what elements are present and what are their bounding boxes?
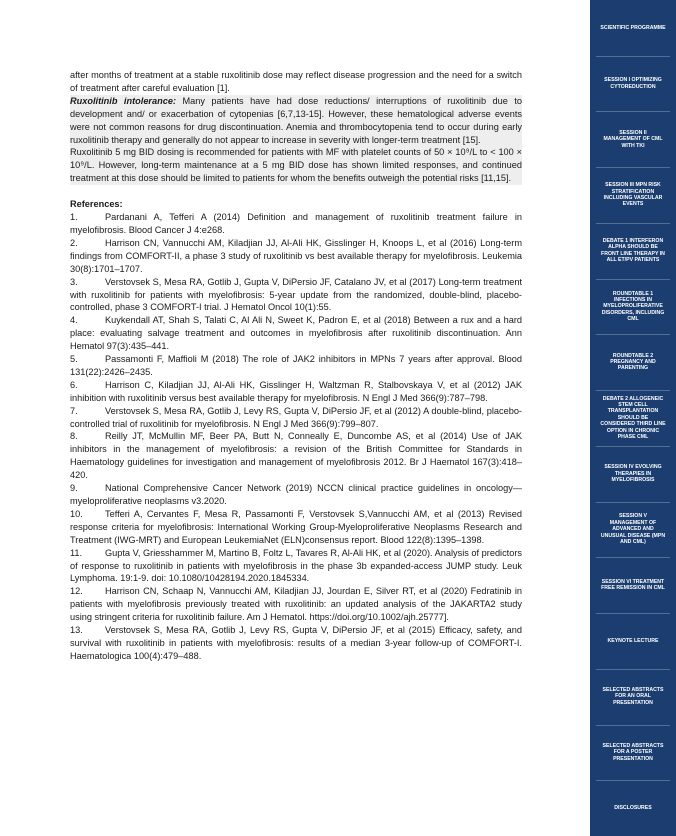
reference-item (70, 211, 522, 237)
intolerance-text: Many patients have had dose reductions/ interruptions of ruxolitinib due to development and/ or exacerbation of cytopenias [6,7,13-15]. However, these hematological adverse events were not common reasons for drug discontinuation. Anemia and thrombocytopenia tend to occur during early ruxolitinib therapy and generally do not appear to increase in severity with longer-term treatment [15]. (70, 95, 522, 145)
sidebar-nav-label: DEBATE 1 INTERFERON ALPHA SHOULD BE FRONT LINE THERAPY IN ALL ET/PV PATIENTS (601, 237, 665, 264)
reference-number: 10. (70, 508, 83, 519)
sidebar-nav-label: ROUNDTABLE 2 PREGNANCY AND PARENTING (610, 352, 656, 372)
reference-number: 13. (70, 625, 83, 636)
reference-text: Gupta V, Griesshammer M, Martino B, Foltz L, Tavares R, Al-Ali HK, et al (2020). Analysis of predictors of response to ruxolitinib in patients with myelofibrosis in the phase 3b expanded-access JUMP study. Leuk Lymphoma. 19:1-9. doi: 10.1080/10428194.2020.1845334. (70, 547, 522, 584)
paragraph-progression: after months of treatment at a stable ruxolitinib dose may reflect disease progression and the need for a switch of treatment after careful evaluation [1]. (70, 70, 522, 93)
sidebar-nav-item[interactable] (590, 167, 676, 223)
sidebar-divider (596, 167, 670, 168)
sidebar-nav-label: SESSION II MANAGEMENT OF CML WITH TKI (603, 129, 663, 149)
sidebar-nav-item[interactable] (590, 613, 676, 669)
reference-item (70, 547, 522, 586)
sidebar-nav-label: SESSION V MANAGEMENT OF ADVANCED AND UNUSUAL DISEASE (MPN AND CML) (600, 513, 666, 546)
reference-number: 9. (70, 483, 78, 494)
reference-item (70, 482, 522, 508)
sidebar-nav-label: SELECTED ABSTRACTS FOR A POSTER PRESENTATION (602, 742, 664, 762)
reference-text: Pardanani A, Tefferi A (2014) Definition and management of ruxolitinib treatment failure in myelofibrosis. Blood Cancer J 4:e268. (70, 212, 522, 235)
reference-text: Verstovsek S, Mesa RA, Gotlib J, Levy RS, Gupta V, DiPersio JF, et al (2012) A double-blind, placebo- controlled trial of ruxolitinib for myelofibrosis. N Engl J Med 366(9):799–807. (70, 405, 522, 429)
reference-number: 8. (70, 431, 78, 442)
reference-item (70, 314, 522, 353)
sidebar-nav-item[interactable] (590, 334, 676, 390)
sidebar-nav-item[interactable] (590, 725, 676, 781)
sidebar-nav-item[interactable] (590, 0, 676, 56)
sidebar-nav-item[interactable] (590, 111, 676, 167)
reference-text: Verstovsek S, Mesa RA, Gotlib J, Gupta V, DiPersio JF, Catalano JV, et al (2017) Long-term treatment with ruxolitinib for patients with myelofibrosis: 5-year update from the randomized, double-blind, placebo-controlled, phase 3 COMFORT-I trial. J Hematol Oncol 10(1):55. (70, 276, 522, 313)
reference-text: Harrison C, Kiladjian JJ, Al-Ali HK, Gisslinger H, Waltzman R, Stalbovskaya V, et al (2012) JAK inhibition with ruxolitinib versus best available therapy for myelofibrosis. N Engl J Med 366(9):787–798. (70, 379, 522, 403)
sidebar-divider (596, 334, 670, 335)
sidebar-divider (596, 502, 670, 503)
reference-number: 5. (70, 354, 78, 365)
sidebar-divider (596, 557, 670, 558)
sidebar-nav-label: SCIENTIFIC PROGRAMME (600, 24, 666, 31)
sidebar-divider (596, 446, 670, 447)
sidebar-nav-item[interactable] (590, 56, 676, 112)
sidebar-divider (596, 725, 670, 726)
reference-number: 1. (70, 212, 78, 223)
sidebar-divider (596, 390, 670, 391)
reference-item (70, 624, 522, 663)
reference-item (70, 430, 522, 482)
reference-item (70, 379, 522, 405)
reference-item (70, 237, 522, 276)
paragraph-dosing: Ruxolitinib 5 mg BID dosing is recommended for patients with MF with platelet counts of 50 × 10⁹/L to < 100 × 10⁹/L. However, long-term maintenance at a 5 mg BID dose has shown limited responses, and continued treatment at this dose should be limited to patients for whom the benefits outweigh the potential risks [11,15]. (70, 147, 522, 184)
reference-item (70, 585, 522, 624)
reference-number: 2. (70, 237, 78, 248)
section-sidebar (590, 0, 676, 836)
reference-item (70, 353, 522, 379)
references-heading: References: (70, 199, 123, 210)
sidebar-nav-item[interactable] (590, 223, 676, 279)
reference-text: Passamonti F, Maffioli M (2018) The role of JAK2 inhibitors in MPNs 7 years after approval. Blood 131(22):2426–2435. (70, 354, 522, 377)
sidebar-nav-item[interactable] (590, 390, 676, 446)
sidebar-nav-label: DEBATE 2 ALLOGENEIC STEM CELL TRANSPLANTATION SHOULD BE CONSIDERED THIRD LINE OPTION IN CHRONIC PHASE CML (600, 395, 666, 440)
sidebar-nav-item[interactable] (590, 446, 676, 502)
reference-text: Harrison CN, Schaap N, Vannucchi AM, Kiladjian JJ, Jourdan E, Silver RT, et al (2020) Fedratinib in patients with myelofibrosis previously treated with ruxolitinib: an updated analysis of the JAKARTA2 study using stringent criteria for ruxolitinib failure. Am J Hematol. https://doi.org/10.1002/ajh.25777]. (70, 586, 522, 623)
paragraph-intolerance (70, 95, 522, 147)
sidebar-divider (596, 780, 670, 781)
sidebar-nav-label: SESSION VI TREATMENT FREE REMISSION IN CML (601, 578, 665, 592)
reference-text: National Comprehensive Cancer Network (2019) NCCN clinical practice guidelines in oncology—myeloproliferative neoplasms v3.2020. (70, 483, 522, 506)
reference-item (70, 508, 522, 547)
sidebar-divider (596, 223, 670, 224)
sidebar-nav-label: DISCLOSURES (614, 804, 652, 811)
sidebar-divider (596, 56, 670, 57)
sidebar-nav-label: SESSION IV EVOLVING THERAPIES IN MYELOFIBROSIS (604, 464, 662, 483)
sidebar-nav-label: SELECTED ABSTRACTS FOR AN ORAL PRESENTATION (602, 687, 664, 706)
article-body (70, 69, 522, 663)
intolerance-heading: Ruxolitinib intolerance: (70, 95, 177, 106)
reference-text: Tefferi A, Cervantes F, Mesa R, Passamonti F, Verstovsek S,Vannucchi AM, et al (2013) Revised response criteria for myelofibrosis: International Working Group-Myeloproliferative Neoplasms Research and Treatment (IWG-MRT) and European LeukemiaNet (ELN)consensus report. Blood 122(8):1395–1398. (70, 508, 522, 545)
sidebar-nav-label: SESSION I OPTIMIZING CYTOREDUCTION (604, 77, 662, 90)
reference-item (70, 276, 522, 315)
sidebar-divider (596, 669, 670, 670)
reference-item (70, 405, 522, 431)
sidebar-nav-item[interactable] (590, 279, 676, 335)
sidebar-nav-label: ROUNDTABLE 1 INFECTIONS IN MYELOPROLIFERATIVE DISORDERS, INCLUDING CML (601, 290, 665, 323)
sidebar-nav-label: SESSION III MPN RISK STRATIFICATION INCLUDING VASCULAR EVENTS (603, 182, 663, 208)
reference-text: Reilly JT, McMullin MF, Beer PA, Butt N, Conneally E, Duncombe AS, et al (2014) Use of JAK inhibitors in the management of myelofibrosis: a revision of the British Committee for Standards in Haematology guidelines for investigation and management of myelofibrosis 2012. Br J Haematol 167(3):418–420. (70, 431, 522, 481)
reference-number: 12. (70, 586, 83, 597)
references-list (70, 211, 522, 663)
reference-number: 6. (70, 379, 78, 390)
sidebar-nav-item[interactable] (590, 669, 676, 725)
reference-number: 7. (70, 405, 78, 416)
reference-text: Harrison CN, Vannucchi AM, Kiladjian JJ, Al-Ali HK, Gisslinger H, Knoops L, et al (2016) Long-term findings from COMFORT-II, a phase 3 study of ruxolitinib vs best available therapy for myelofibrosis. Leukemia 30(8):1701–1707. (70, 237, 522, 274)
sidebar-divider (596, 111, 670, 112)
reference-number: 4. (70, 315, 78, 326)
reference-text: Verstovsek S, Mesa RA, Gotlib J, Levy RS, Gupta V, DiPersio JF, et al (2015) Efficacy, safety, and survival with ruxolitinib in patients with myelofibrosis: results of a median 3-year follow-up of COMFORT-I. Haematologica 100(4):479–488. (70, 625, 522, 661)
reference-number: 3. (70, 276, 78, 287)
sidebar-nav-item[interactable] (590, 557, 676, 613)
sidebar-nav-item[interactable] (590, 780, 676, 836)
reference-text: Kuykendall AT, Shah S, Talati C, Al Ali N, Sweet K, Padron E, et al (2018) Between a rux and a hard place: evaluating salvage treatment and outcomes in myelofibrosis after ruxolitinib discontinuation. Ann Hematol 97(3):435–441. (70, 315, 522, 352)
sidebar-nav-label: KEYNOTE LECTURE (607, 637, 659, 644)
sidebar-divider (596, 279, 670, 280)
sidebar-divider (596, 613, 670, 614)
reference-number: 11. (70, 547, 83, 558)
sidebar-nav-item[interactable] (590, 502, 676, 558)
